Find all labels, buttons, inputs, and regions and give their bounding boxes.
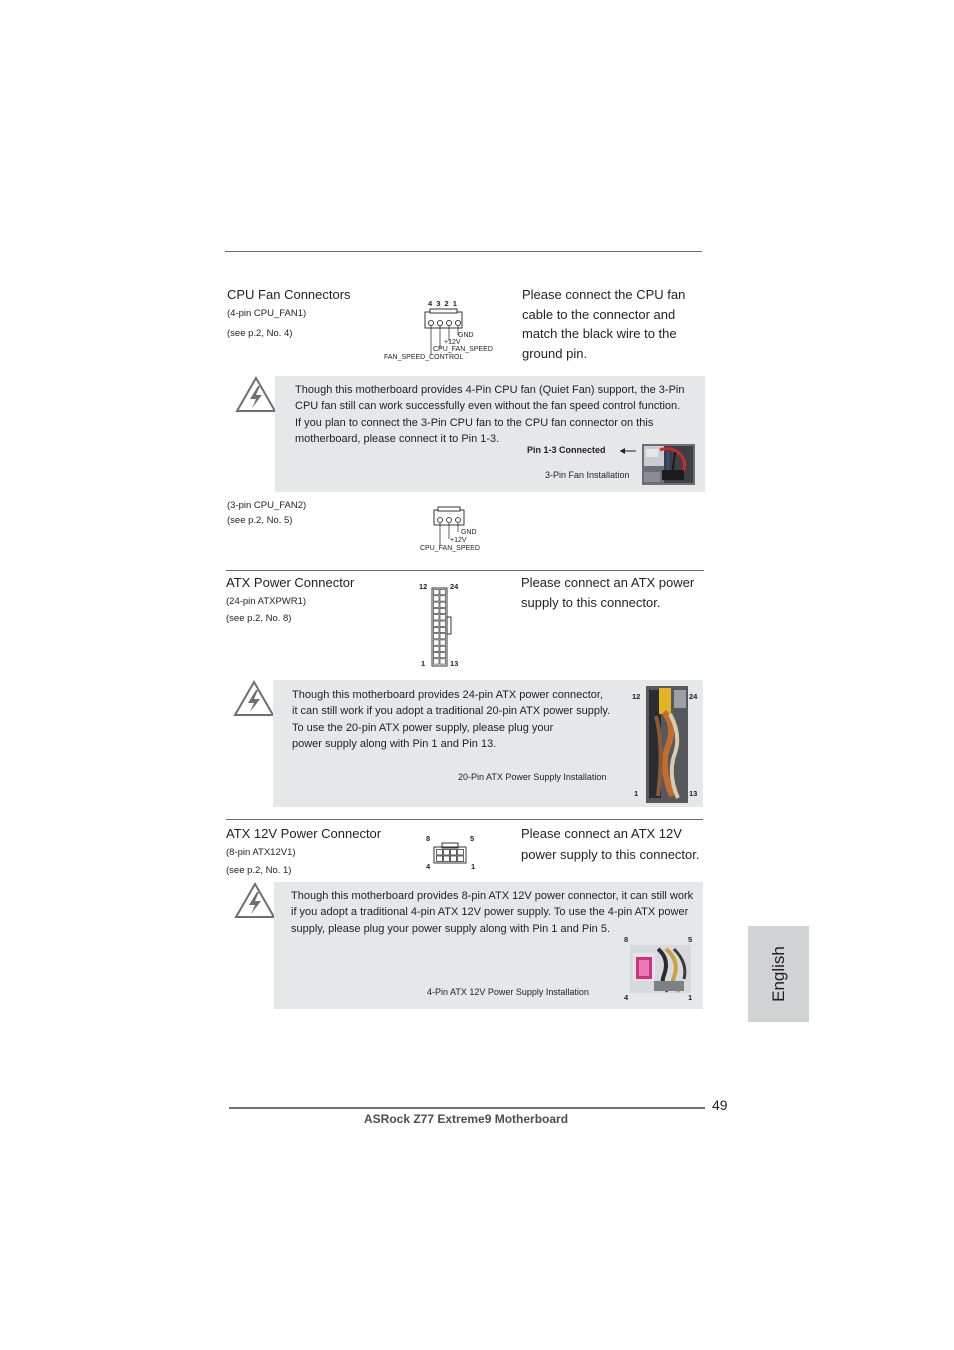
atx-pin24-label: 24: [450, 582, 459, 591]
atx24-pin-cell: [434, 646, 440, 651]
atx12-photo-pin1: 1: [688, 993, 693, 1002]
atx-pin12-label: 12: [419, 582, 428, 591]
atx12-note: Though this motherboard provides 8-pin ATX 12V power connector, it can still work if you adopt a traditional 4-pin ATX 12V power supply. To use the 4-pin ATX power supply, please plug your power supply along with Pin 1 and Pin 5.: [291, 890, 694, 935]
language-tab-label: English: [768, 946, 788, 1002]
cpu-fan2-sub2: (see p.2, No. 5): [227, 515, 293, 526]
atx-pin13-label: 13: [450, 659, 459, 668]
atx24-pin-cell: [434, 621, 440, 626]
atx12-installation-photo: [630, 945, 691, 993]
atx12-pin4-label: 4: [426, 862, 431, 871]
atx-installation-caption: 20-Pin ATX Power Supply Installation: [458, 772, 607, 782]
atx24-pin-cell: [440, 608, 446, 613]
atx12-title: ATX 12V Power Connector: [226, 826, 382, 841]
atx24-pin-cell: [440, 634, 446, 639]
atx12-pin5-label: 5: [470, 834, 475, 843]
atx24-pin-cell: [440, 659, 446, 664]
atx12-photo-pin4: 4: [624, 993, 629, 1002]
fan-installation-photo: [642, 444, 695, 485]
atx-photo-pin12: 12: [632, 692, 641, 701]
language-tab: [748, 926, 809, 1022]
cpu-fan2-sub1: (3-pin CPU_FAN2): [227, 500, 307, 511]
atx24-pin-cell: [440, 615, 446, 620]
cpu-fan-control-label: FAN_SPEED_CONTROL: [384, 354, 464, 361]
pin-13-connected-label: Pin 1-3 Connected: [527, 445, 606, 455]
atx12-pin8-label: 8: [426, 834, 431, 843]
atx-photo-pin13: 13: [689, 789, 698, 798]
warning-icon: [234, 882, 276, 920]
cpu-fan-speed-label: CPU_FAN_SPEED: [433, 346, 493, 353]
page-number: 49: [712, 1097, 728, 1113]
atx24-pin-cell: [434, 634, 440, 639]
atx24-pin-cell: [434, 608, 440, 613]
atx-note: Though this motherboard provides 24-pin ATX power connector, it can still work if you adopt a traditional 20-pin ATX power supply. To use the 20-pin ATX power supply, please plug your power supply along with Pin 1 and Pin 13.: [292, 689, 611, 750]
atx12-photo-pin5: 5: [688, 935, 693, 944]
atx24-pin-cell: [440, 596, 446, 601]
atx-title: ATX Power Connector: [226, 575, 355, 590]
atx24-pin-cell: [440, 621, 446, 626]
cpu-fan-gnd-label: GND: [458, 332, 474, 339]
footer-title: ASRock Z77 Extreme9 Motherboard: [364, 1112, 569, 1126]
top-rule: [225, 251, 702, 252]
atx24-pin-cell: [434, 640, 440, 645]
arrow-left-icon: [618, 446, 638, 456]
cpu-fan-title: CPU Fan Connectors: [227, 287, 351, 302]
atx24-pin-cell: [440, 627, 446, 632]
atx-photo-pin24: 24: [689, 692, 698, 701]
atx24-pin-cell: [434, 615, 440, 620]
atx12-diagram: [432, 842, 468, 864]
fan-installation-caption: 3-Pin Fan Installation: [545, 470, 630, 480]
atx-installation-photo: [646, 686, 688, 803]
atx-description: Please connect an ATX power supply to this connector.: [521, 575, 695, 610]
atx24-pin-cell: [434, 596, 440, 601]
atx12-installation-caption: 4-Pin ATX 12V Power Supply Installation: [427, 987, 589, 997]
atx-photo-pin1: 1: [634, 789, 639, 798]
atx24-pin-cell: [434, 590, 440, 595]
atx24-pin-cell: [434, 627, 440, 632]
warning-icon: [235, 376, 277, 414]
warning-icon: [233, 680, 275, 718]
atx24-pin-cell: [440, 590, 446, 595]
atx12-description: Please connect an ATX 12V power supply to this connector.: [521, 826, 700, 862]
atx24-pin-cell: [440, 653, 446, 658]
atx-pin1-label: 1: [421, 659, 426, 668]
atx24-pin-cell: [434, 659, 440, 664]
atx12-sub1: (8-pin ATX12V1): [226, 847, 296, 858]
atx24-pin-cell: [434, 653, 440, 658]
atx12-pin1-label: 1: [471, 862, 476, 871]
atx24-pin-cell: [440, 602, 446, 607]
section-rule: [226, 570, 704, 571]
cpu-fan-description: Please connect the CPU fan cable to the connector and match the black wire to the ground pin.: [522, 287, 686, 361]
atx24-pin-cell: [440, 640, 446, 645]
cpu-fan-pin-numbers: 4 3 2 1: [428, 299, 458, 308]
atx24-pin-cell: [440, 646, 446, 651]
cpu-fan-12v-label: +12V: [444, 339, 461, 346]
cpu-fan-sub1: (4-pin CPU_FAN1): [227, 308, 307, 319]
cpu-fan-note: Though this motherboard provides 4-Pin CPU fan (Quiet Fan) support, the 3-Pin CPU fan still can work successfully even without the fan speed control function. If you plan to connect the 3-Pin CPU fan to the CPU fan connector on this motherboard, please connect it to Pin 1-3.: [295, 384, 685, 445]
cpu-fan2-12v-label: +12V: [450, 537, 467, 544]
cpu-fan2-gnd-label: GND: [461, 529, 477, 536]
section-rule: [226, 819, 703, 820]
atx12-sub2: (see p.2, No. 1): [226, 865, 292, 876]
atx-sub1: (24-pin ATXPWR1): [226, 596, 307, 607]
cpu-fan-sub2: (see p.2, No. 4): [227, 328, 293, 339]
atx24-diagram: [430, 587, 454, 667]
footer-rule: [229, 1107, 705, 1109]
atx-sub2: (see p.2, No. 8): [226, 613, 292, 624]
atx24-pin-cell: [434, 602, 440, 607]
cpu-fan2-speed-label: CPU_FAN_SPEED: [420, 545, 480, 552]
atx12-photo-pin8: 8: [624, 935, 629, 944]
